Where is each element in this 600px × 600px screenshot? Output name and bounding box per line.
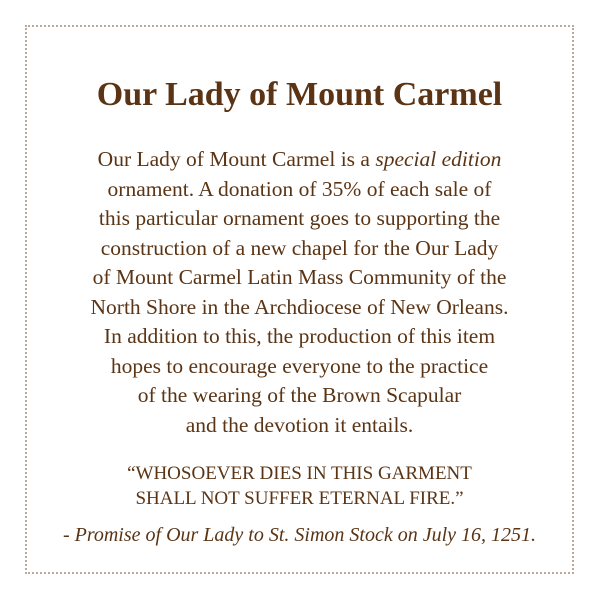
special-edition-emphasis: special edition <box>375 147 502 171</box>
body-line-4: construction of a new chapel for the Our Lady <box>100 235 499 260</box>
body-line-2: ornament. A donation of 35% of each sale of <box>107 176 492 201</box>
scapular-quote <box>25 462 574 511</box>
card-body <box>25 145 574 440</box>
body-line-7: In addition to this, the production of this item <box>103 324 496 348</box>
body-line-1-text: Our Lady of Mount Carmel is a <box>97 147 376 171</box>
body-line-8: hopes to encourage everyone to the practice <box>110 353 489 378</box>
card-title: Our Lady of Mount Carmel <box>96 76 503 113</box>
body-line-9: of the wearing of the Brown Scapular <box>137 383 462 407</box>
body-line-1 <box>25 145 574 175</box>
description-card <box>25 25 574 574</box>
body-line-5: of Mount Carmel Latin Mass Community of the <box>92 265 507 289</box>
quote-attribution: - Promise of Our Lady to St. Simon Stock on July 16, 1251. <box>62 524 537 546</box>
quote-line-2: SHALL NOT SUFFER ETERNAL FIRE.” <box>135 487 464 509</box>
quote-line-1: “WHOSOEVER DIES IN THIS GARMENT <box>127 463 472 484</box>
body-line-3: this particular ornament goes to supporting the <box>98 206 501 230</box>
body-line-6: North Shore in the Archdiocese of New Orleans. <box>90 294 509 319</box>
body-line-10: and the devotion it entails. <box>185 412 414 437</box>
